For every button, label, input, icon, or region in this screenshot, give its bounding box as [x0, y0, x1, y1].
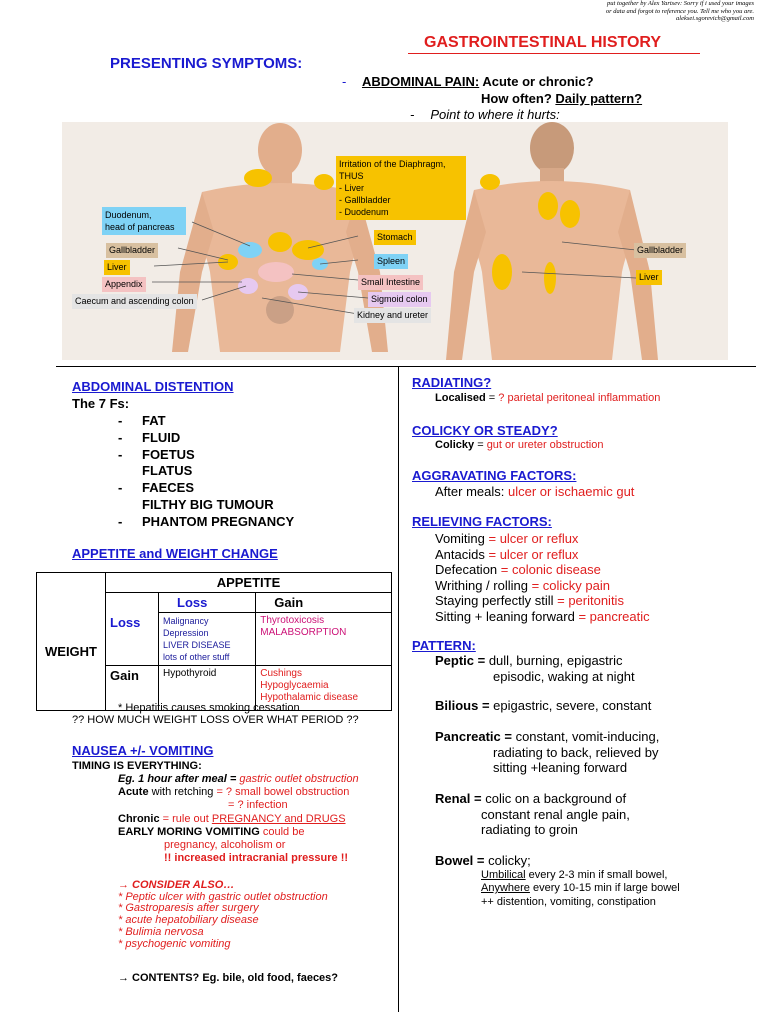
label-liver: Liver	[104, 260, 130, 275]
label-duodenum	[102, 207, 186, 235]
label-stomach: Stomach	[374, 230, 416, 245]
seven-fs-list	[118, 413, 294, 531]
daily-pattern: Daily pattern?	[555, 91, 643, 106]
pattern-bowel: Bowel = colicky;	[435, 853, 531, 868]
credit-line-3: aleksei.sgorevich@gmail.com	[676, 15, 754, 22]
label-back-gallbladder: Gallbladder	[634, 243, 686, 258]
weight-gain-row: Gain	[106, 666, 159, 711]
pattern-bilious: Bilious = epigastric, severe, constant	[435, 698, 652, 713]
label-gallbladder: Gallbladder	[106, 243, 158, 258]
pattern-peptic: Peptic = dull, burning, epigastric episodic, waking at night	[435, 653, 635, 684]
f-item-fluid: - FLUID	[118, 429, 181, 445]
credit-note	[524, 0, 754, 23]
f-item-faeces: - FAECES	[118, 480, 195, 496]
anatomy-figure	[62, 122, 728, 360]
appetite-gain-header: Gain	[256, 593, 392, 613]
cell-gain-loss: Hypothyroid	[159, 666, 256, 711]
credit-line-2: or data and forgot to reference you. Tell me who you are.	[605, 7, 754, 15]
f-item-phantom: - PHANTOM PREGNANCY	[118, 513, 295, 529]
presenting-heading: PRESENTING SYMPTOMS:	[110, 55, 303, 72]
label-appendix: Appendix	[102, 277, 146, 292]
nausea-details: Eg. 1 hour after meal = gastric outlet obstruction Acute with retching = ? small bowel obstruction = ? infection Chronic = rule out PREGNANCY and DRUGS EARLY MORING VOMITING could be pregnancy, alcoholism or !! increased intracranial pressure !!	[118, 773, 359, 865]
relieving-list	[435, 531, 650, 625]
relieving-item: Staying perfectly still = peritonitis	[435, 593, 624, 609]
appetite-weight-table	[36, 572, 392, 711]
radiating-heading: RADIATING?	[412, 375, 492, 390]
weight-header: WEIGHT	[37, 593, 106, 711]
relieving-item: Vomiting = ulcer or reflux	[435, 531, 579, 546]
appetite-header: APPETITE	[106, 573, 392, 593]
diaphragm-line-3: - Liver	[339, 183, 365, 193]
aggravating-heading: AGGRAVATING FACTORS:	[412, 468, 577, 483]
weight-loss-question: ?? HOW MUCH WEIGHT LOSS OVER WHAT PERIOD ??	[72, 714, 359, 726]
dash: -	[410, 107, 415, 122]
abdominal-pain-rest: Acute or chronic?	[479, 74, 594, 89]
pattern-pancreatic: Pancreatic = constant, vomit-inducing, radiating to back, relieved by sitting +leaning forward	[435, 729, 660, 776]
consider-also: → CONSIDER ALSO… * Peptic ulcer with gastric outlet obstruction * Gastroparesis after surgery * acute hepatobiliary disease * Bulimia nervosa * psychogenic vomiting	[118, 879, 328, 950]
label-sigmoid-colon: Sigmoid colon	[368, 292, 431, 307]
duodenum-line-2: head of pancreas	[105, 222, 175, 232]
relieving-item: Writhing / rolling = colicky pain	[435, 577, 610, 593]
diaphragm-line-2: THUS	[339, 171, 364, 181]
timing-label: TIMING IS EVERYTHING:	[72, 760, 202, 772]
cell-loss-gain: Thyrotoxicosis MALABSORPTION	[256, 613, 392, 666]
cell-loss-loss: Malignancy Depression LIVER DISEASE lots of other stuff	[159, 613, 256, 666]
label-caecum: Caecum and ascending colon	[72, 294, 197, 309]
colicky-line: Colicky = gut or ureter obstruction	[435, 439, 604, 451]
f-item-tumour: FILTHY BIG TUMOUR	[142, 496, 274, 512]
abdominal-pain-line	[342, 74, 594, 89]
label-spleen: Spleen	[374, 254, 408, 269]
aggravating-line: After meals: ulcer or ischaemic gut	[435, 484, 635, 499]
f-item-flatus: FLATUS	[142, 463, 193, 479]
f-item-foetus: - FOETUS	[118, 446, 195, 462]
label-back-liver: Liver	[636, 270, 662, 285]
diaphragm-line-1: Irritation of the Diaphragm,	[339, 159, 446, 169]
nausea-heading: NAUSEA +/- VOMITING	[72, 743, 214, 758]
pattern-renal: Renal = colic on a background of constant renal angle pain, radiating to groin	[435, 791, 630, 838]
section-divider-horizontal	[56, 366, 756, 367]
dash: -	[342, 74, 347, 89]
appetite-heading: APPETITE and WEIGHT CHANGE	[72, 546, 278, 561]
diaphragm-line-5: - Duodenum	[339, 207, 389, 217]
relieving-item: Antacids = ulcer or reflux	[435, 546, 579, 562]
localised-line: Localised = ? parietal peritoneal inflammation	[435, 392, 661, 404]
credit-line-1: put together by Alex Yartsev: Sorry if i used your images	[607, 0, 754, 7]
how-often: How often?	[481, 91, 556, 106]
relieving-heading: RELIEVING FACTORS:	[412, 514, 552, 529]
back-body	[446, 122, 658, 360]
f-item-fat: - FAT	[118, 413, 166, 428]
contents-question: → CONTENTS? Eg. bile, old food, faeces?	[118, 972, 339, 984]
duodenum-line-1: Duodenum,	[105, 210, 152, 220]
seven-fs: The 7 Fs:	[72, 396, 130, 411]
point-text: Point to where it hurts:	[430, 107, 560, 122]
distention-heading: ABDOMINAL DISTENTION	[72, 379, 234, 394]
point-line	[410, 107, 560, 122]
relieving-item: Sitting + leaning forward = pancreatic	[435, 608, 650, 624]
relieving-item: Defecation = colonic disease	[435, 562, 601, 578]
how-often-line	[481, 91, 642, 106]
page-title: GASTROINTESTINAL HISTORY	[424, 34, 662, 51]
weight-loss-row: Loss	[106, 613, 159, 666]
label-kidney-ureter: Kidney and ureter	[354, 308, 431, 323]
hepatitis-note: * Hepatitis causes smoking cessation	[118, 702, 300, 714]
title-underline	[408, 53, 700, 54]
pattern-heading: PATTERN:	[412, 638, 476, 653]
colicky-heading: COLICKY OR STEADY?	[412, 423, 558, 438]
label-small-intestine: Small Intestine	[358, 275, 423, 290]
label-diaphragm	[336, 156, 466, 220]
diaphragm-line-4: - Gallbladder	[339, 195, 391, 205]
cell-gain-gain: Cushings Hypoglycaemia Hypothalamic disease	[256, 666, 392, 711]
abdominal-pain-label: ABDOMINAL PAIN:	[361, 74, 480, 89]
pattern-bowel-details: Umbilical every 2-3 min if small bowel, Anywhere every 10-15 min if large bowel ++ distention, vomiting, constipation	[481, 869, 680, 908]
section-divider-vertical	[398, 366, 399, 1012]
appetite-loss-header: Loss	[159, 593, 256, 613]
